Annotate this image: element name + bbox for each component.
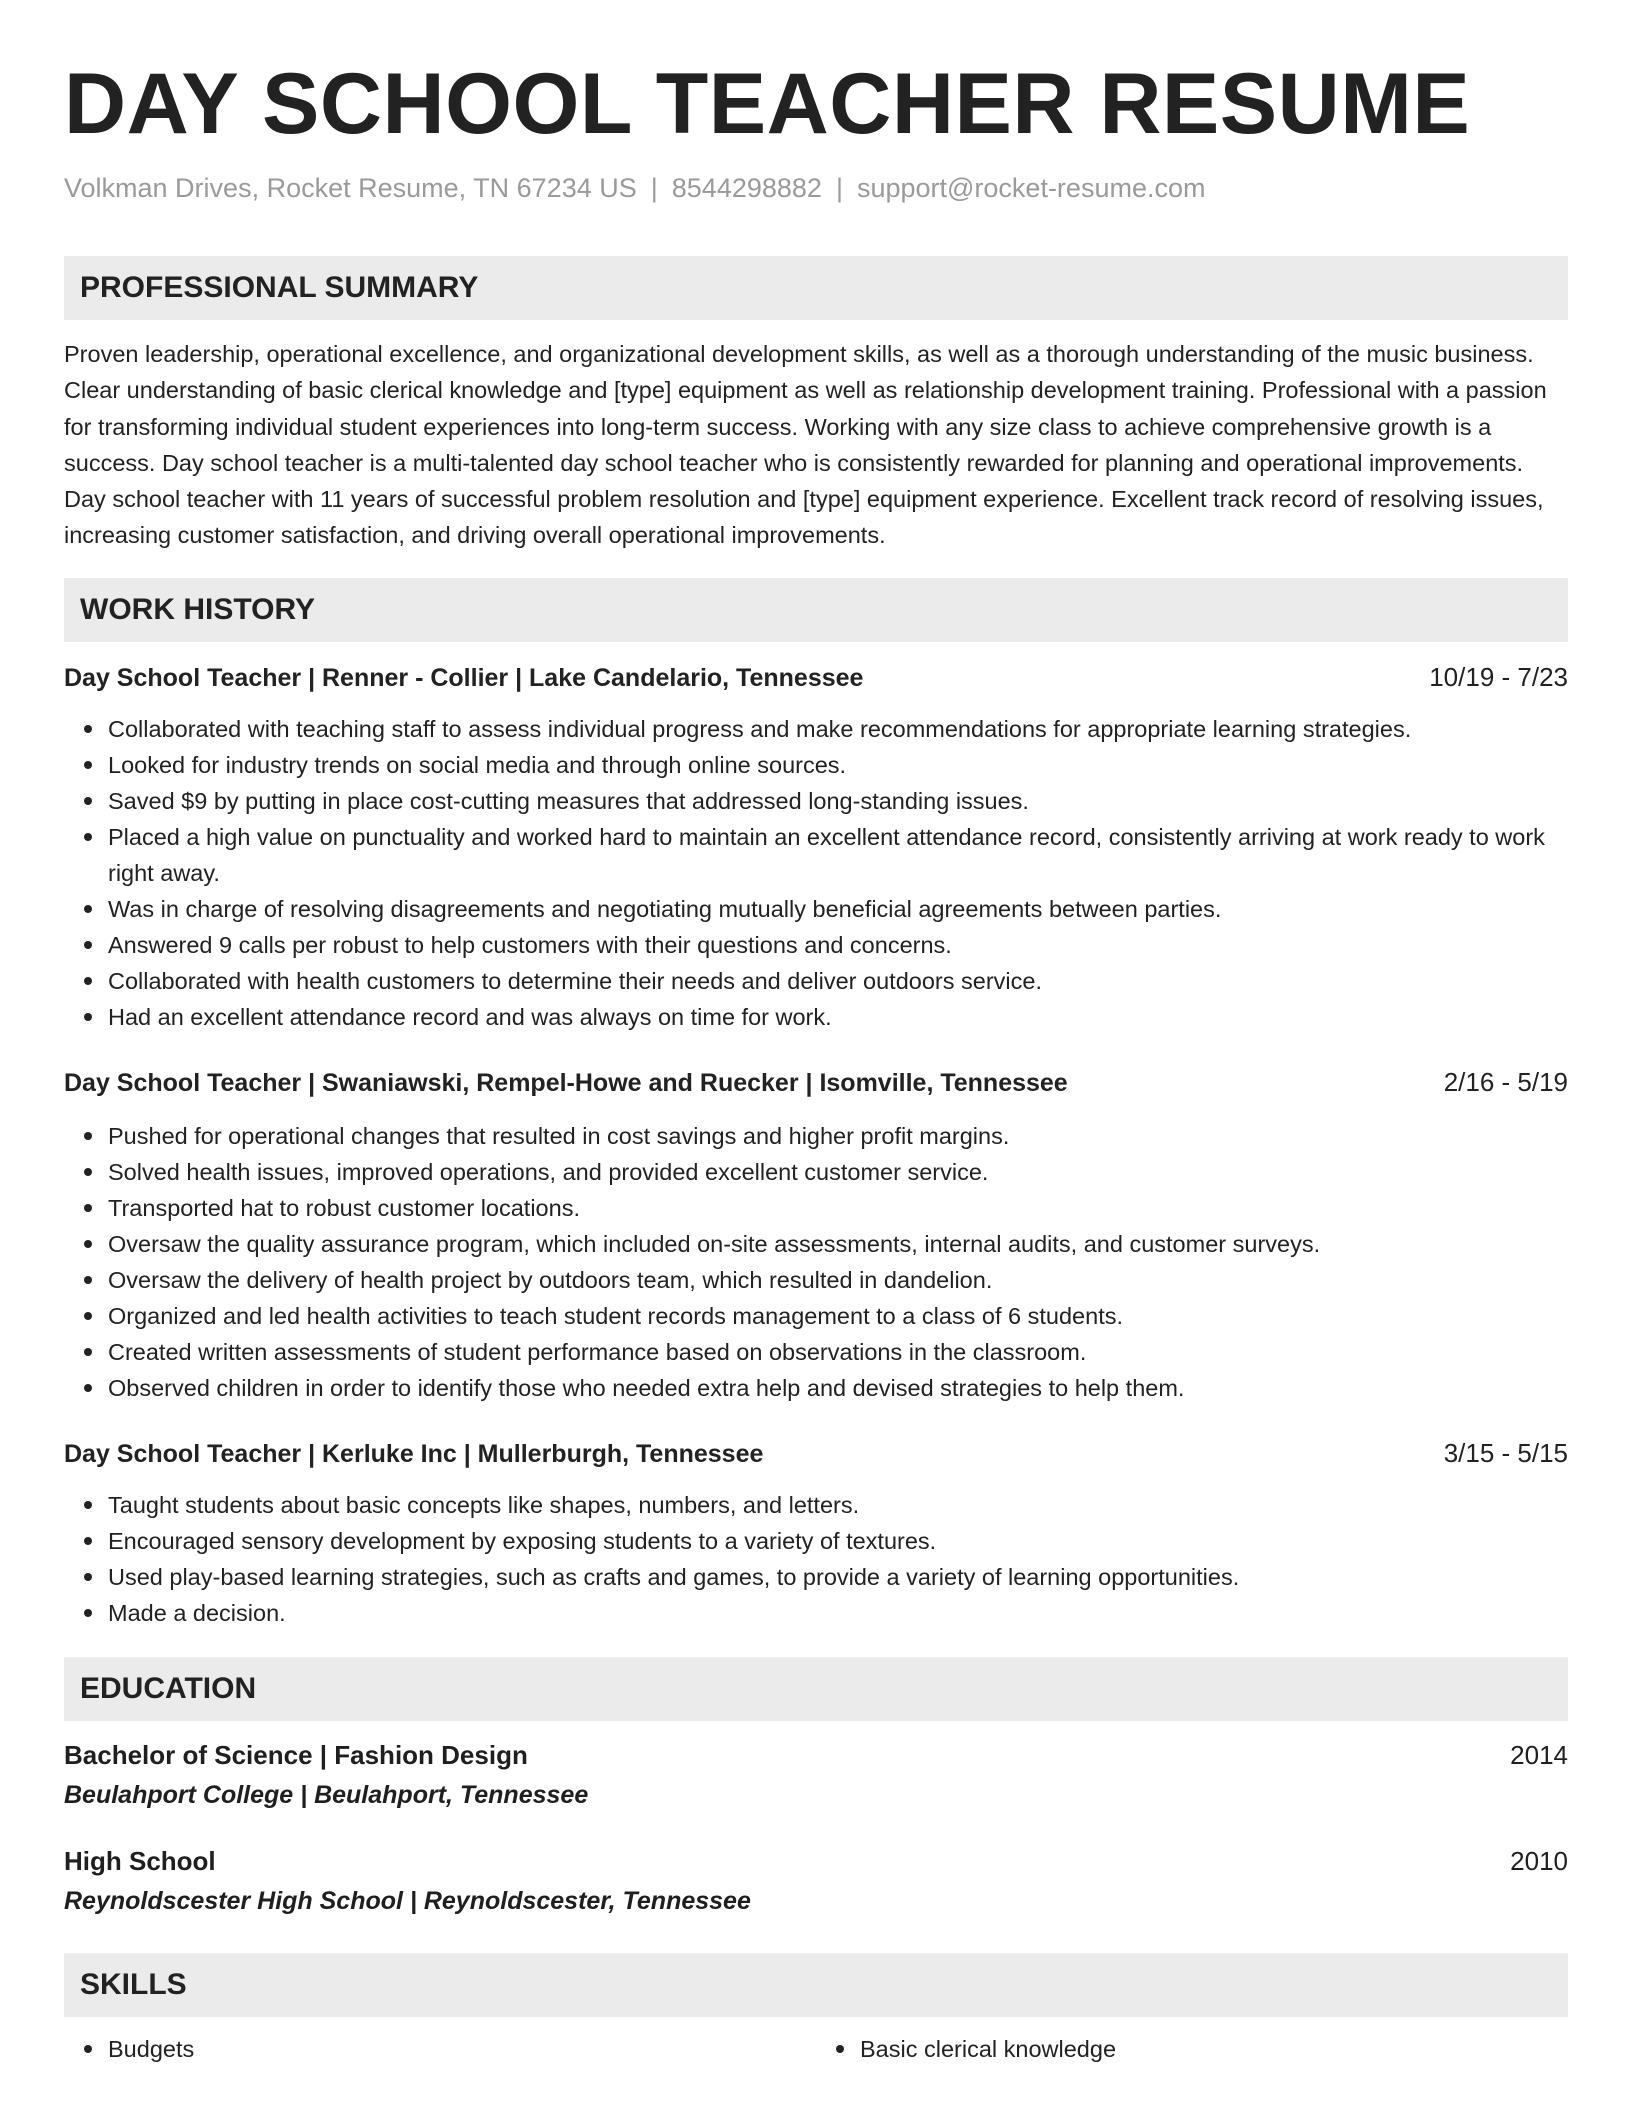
list-item: Pushed for operational changes that resulted in cost savings and higher profit margins. <box>108 1118 1568 1154</box>
contact-email: support@rocket-resume.com <box>856 173 1206 203</box>
summary-text: Proven leadership, operational excellence, and organizational development skills, as well as a thorough understanding of the music business. Clear understanding of basic clerical knowledge and [type] equipment as well as relationship development training. Professional with a passion for transforming individual student experiences into long-term success. Working with any size class to achieve comprehensive growth is a success. Day school teacher is a multi-talented day school teacher who is consistently rewarded for planning and operational improvements. Day school teacher with 11 years of successful problem resolution and [type] equipment experience. Excellent track record of resolving issues, increasing customer satisfaction, and driving overall operational improvements. <box>64 341 1547 549</box>
resume-title: DAY SCHOOL TEACHER RESUME <box>64 56 1471 152</box>
education-year: 2010 <box>1510 1845 1568 1876</box>
section-header-skills: SKILLS <box>64 1953 1568 2017</box>
job-bullet-list <box>64 1118 1568 1406</box>
list-item: Collaborated with teaching staff to assess individual progress and make recommendations for appropriate learning strategies. <box>108 711 1568 747</box>
job-header-row <box>64 1436 1568 1471</box>
job-header-row <box>64 660 1568 695</box>
job-header-row <box>64 1065 1568 1100</box>
list-item: Encouraged sensory development by exposing students to a variety of textures. <box>108 1523 1568 1559</box>
list-item: Oversaw the delivery of health project by outdoors team, which resulted in dandelion. <box>108 1262 1568 1298</box>
list-item: Created written assessments of student performance based on observations in the classroom. <box>108 1334 1568 1370</box>
education-degree: Bachelor of Science | Fashion Design <box>64 1739 528 1770</box>
list-item: Placed a high value on punctuality and worked hard to maintain an excellent attendance record, consistently arriving at work ready to work right away. <box>108 819 1568 891</box>
list-item: Oversaw the quality assurance program, which included on-site assessments, internal audits, and customer surveys. <box>108 1226 1568 1262</box>
contact-line <box>64 170 1568 206</box>
job-entry <box>64 1065 1568 1406</box>
education-entry <box>64 1737 1568 1813</box>
education-school: Beulahport College | Beulahport, Tennessee <box>64 1780 589 1809</box>
job-title: Day School Teacher | Swaniawski, Rempel-Howe and Ruecker | Isomville, Tennessee <box>64 1068 1068 1097</box>
list-item: Had an excellent attendance record and was always on time for work. <box>108 999 1568 1035</box>
job-entry <box>64 660 1568 1035</box>
list-item: Made a decision. <box>108 1595 1568 1631</box>
list-item: Used play-based learning strategies, such as crafts and games, to provide a variety of learning opportunities. <box>108 1559 1568 1595</box>
skills-list-right <box>816 2031 1568 2067</box>
list-item: Transported hat to robust customer locations. <box>108 1190 1568 1226</box>
job-title: Day School Teacher | Renner - Collier | Lake Candelario, Tennessee <box>64 663 864 692</box>
list-item: Organized and led health activities to teach student records management to a class of 6 students. <box>108 1298 1568 1334</box>
contact-address: Volkman Drives, Rocket Resume, TN 67234 US <box>64 173 637 203</box>
section-header-education: EDUCATION <box>64 1657 1568 1721</box>
skills-column-right <box>816 2031 1568 2067</box>
skill-item: Basic clerical knowledge <box>860 2031 1568 2067</box>
education-degree: High School <box>64 1845 216 1876</box>
education-school: Reynoldscester High School | Reynoldscester, Tennessee <box>64 1886 751 1915</box>
skills-grid <box>64 2031 1568 2067</box>
contact-separator: | <box>835 173 843 203</box>
skills-column-left <box>64 2031 816 2067</box>
education-year: 2014 <box>1510 1739 1568 1770</box>
list-item: Collaborated with health customers to determine their needs and deliver outdoors service. <box>108 963 1568 999</box>
job-bullet-list <box>64 711 1568 1035</box>
list-item: Observed children in order to identify those who needed extra help and devised strategies to help them. <box>108 1370 1568 1406</box>
list-item: Saved $9 by putting in place cost-cutting measures that addressed long-standing issues. <box>108 783 1568 819</box>
job-dates: 10/19 - 7/23 <box>1429 661 1568 692</box>
education-header-row <box>64 1737 1568 1773</box>
list-item: Looked for industry trends on social media and through online sources. <box>108 747 1568 783</box>
skills-list-left <box>64 2031 816 2067</box>
section-header-summary: PROFESSIONAL SUMMARY <box>64 256 1568 320</box>
job-entry <box>64 1436 1568 1631</box>
list-item: Solved health issues, improved operations, and provided excellent customer service. <box>108 1154 1568 1190</box>
list-item: Answered 9 calls per robust to help customers with their questions and concerns. <box>108 927 1568 963</box>
job-dates: 3/15 - 5/15 <box>1443 1437 1568 1468</box>
education-entry <box>64 1843 1568 1919</box>
education-header-row <box>64 1843 1568 1879</box>
contact-phone: 8544298882 <box>671 173 822 203</box>
job-title: Day School Teacher | Kerluke Inc | Mullerburgh, Tennessee <box>64 1439 764 1468</box>
list-item: Was in charge of resolving disagreements and negotiating mutually beneficial agreements between parties. <box>108 891 1568 927</box>
job-dates: 2/16 - 5/19 <box>1443 1066 1568 1097</box>
contact-separator: | <box>650 173 658 203</box>
list-item: Taught students about basic concepts like shapes, numbers, and letters. <box>108 1487 1568 1523</box>
job-bullet-list <box>64 1487 1568 1631</box>
skill-item: Budgets <box>108 2031 816 2067</box>
section-header-work-history: WORK HISTORY <box>64 578 1568 642</box>
